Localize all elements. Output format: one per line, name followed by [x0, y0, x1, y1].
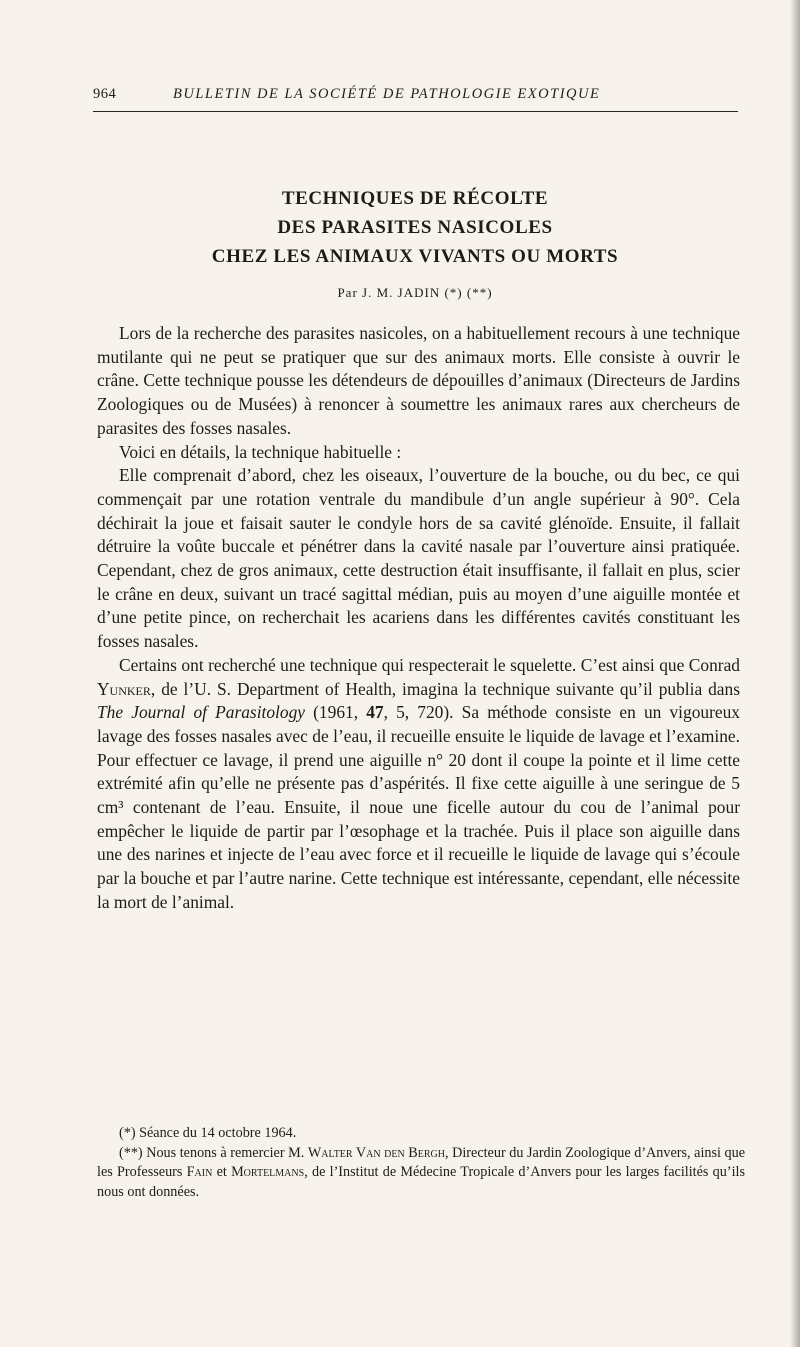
page-header — [93, 84, 743, 110]
article-body — [97, 322, 740, 915]
paragraph-4 — [97, 654, 740, 915]
footnote-2-part-b: , Directeur du Jardin Zoologique d’Anvers, ainsi que les Professeurs — [97, 1144, 746, 1180]
footnote-2-part-d: , de l’Institut de Médecine Tropicale d’Anvers pour les larges facilités qu’ils nous ont données. — [97, 1164, 745, 1200]
paragraph-4-part-d: , 5, 720). Sa méthode consiste en un vigoureux lavage des fosses nasales avec de l’eau, il recueille ensuite le liquide de lavage et l’examine. Pour effectuer ce lavage, il prend une aiguille n° 20 dont il coupe la pointe et il lime cette extrémité afin qu’elle ne présente pas d’aspérités. Il fixe cette aiguille à une seringue de 5 cm³ contenant de l’eau. Ensuite, il noue une ficelle autour du cou de l’animal pour empêcher le liquide de partir par l’œsophage et la trachée. Puis il place son aiguille dans une des narines et injecte de l’eau avec force et il recueille le liquide de lavage qui s’écoule par la bouche et par l’autre narine. Cette technique est intéressante, cependant, elle nécessite la mort de l’animal. — [97, 702, 740, 912]
journal-title: The Journal of Parasitology — [97, 702, 305, 723]
header-rule — [93, 111, 738, 112]
footnotes — [97, 1124, 745, 1202]
paragraph-4-part-a: Certains ont recherché une technique qui respecterait le squelette. C’est ainsi que Conrad — [119, 654, 740, 675]
footnote-2-part-a: (**) Nous tenons à remercier M. — [119, 1144, 308, 1161]
name-mortelmans: Mortelmans — [231, 1164, 305, 1180]
author-name-yunker: Yunker — [97, 678, 151, 699]
title-line-1: TECHNIQUES DE RÉCOLTE — [281, 188, 549, 209]
paragraph-4-part-c: (1961, — [305, 702, 367, 723]
author-byline: Par J. M. JADIN (*) (**) — [337, 285, 493, 300]
footnote-2 — [97, 1144, 745, 1203]
name-fain: Fain — [186, 1164, 213, 1180]
running-title: BULLETIN DE LA SOCIÉTÉ DE PATHOLOGIE EXOTIQUE — [173, 86, 601, 102]
name-van-den-bergh: Walter Van den Bergh — [307, 1144, 445, 1161]
article-title — [90, 184, 740, 271]
footnote-1: (*) Séance du 14 octobre 1964. — [119, 1125, 297, 1141]
paragraph-2: Voici en détails, la technique habituelle : — [119, 441, 402, 462]
title-line-2: DES PARASITES NASICOLES — [277, 217, 553, 238]
footnote-2-part-c: et — [212, 1164, 232, 1180]
page-number: 964 — [93, 86, 117, 102]
paragraph-1: Lors de la recherche des parasites nasicoles, on a habituellement recours à une technique mutilante qui ne peut se pratiquer que sur des animaux morts. Elle consiste à ouvrir le crâne. Cette technique pousse les détendeurs de dépouilles d’animaux (Directeurs de Jardins Zoologiques ou de Musées) à renoncer à soumettre les animaux rares aux chercheurs de parasites des fosses nasales. — [97, 323, 740, 438]
title-line-3: CHEZ LES ANIMAUX VIVANTS OU MORTS — [211, 246, 619, 267]
paragraph-4-part-b: , de l’U. S. Department of Health, imagina la technique suivante qu’il publia dans — [150, 678, 740, 699]
journal-volume: 47 — [366, 702, 384, 723]
paragraph-3: Elle comprenait d’abord, chez les oiseaux, l’ouverture de la bouche, ou du bec, ce qui commençait par une rotation ventrale du mandibule d’un angle supérieur à 90°. Cela déchirait la joue et faisait sauter le condyle hors de sa cavité glénoïde. Ensuite, il fallait détruire la voûte buccale et pénétrer dans la cavité nasale par l’ouverture ainsi pratiquée. Cependant, chez de gros animaux, cette destruction était insuffisante, il fallait en plus, scier le crâne en deux, suivant un tracé sagittal médian, puis au moyen d’une aiguille montée et d’une petite pince, on recherchait les acariens dans les différentes cavités constituant les fosses nasales. — [97, 465, 740, 652]
page-edge-shadow — [790, 0, 800, 1347]
